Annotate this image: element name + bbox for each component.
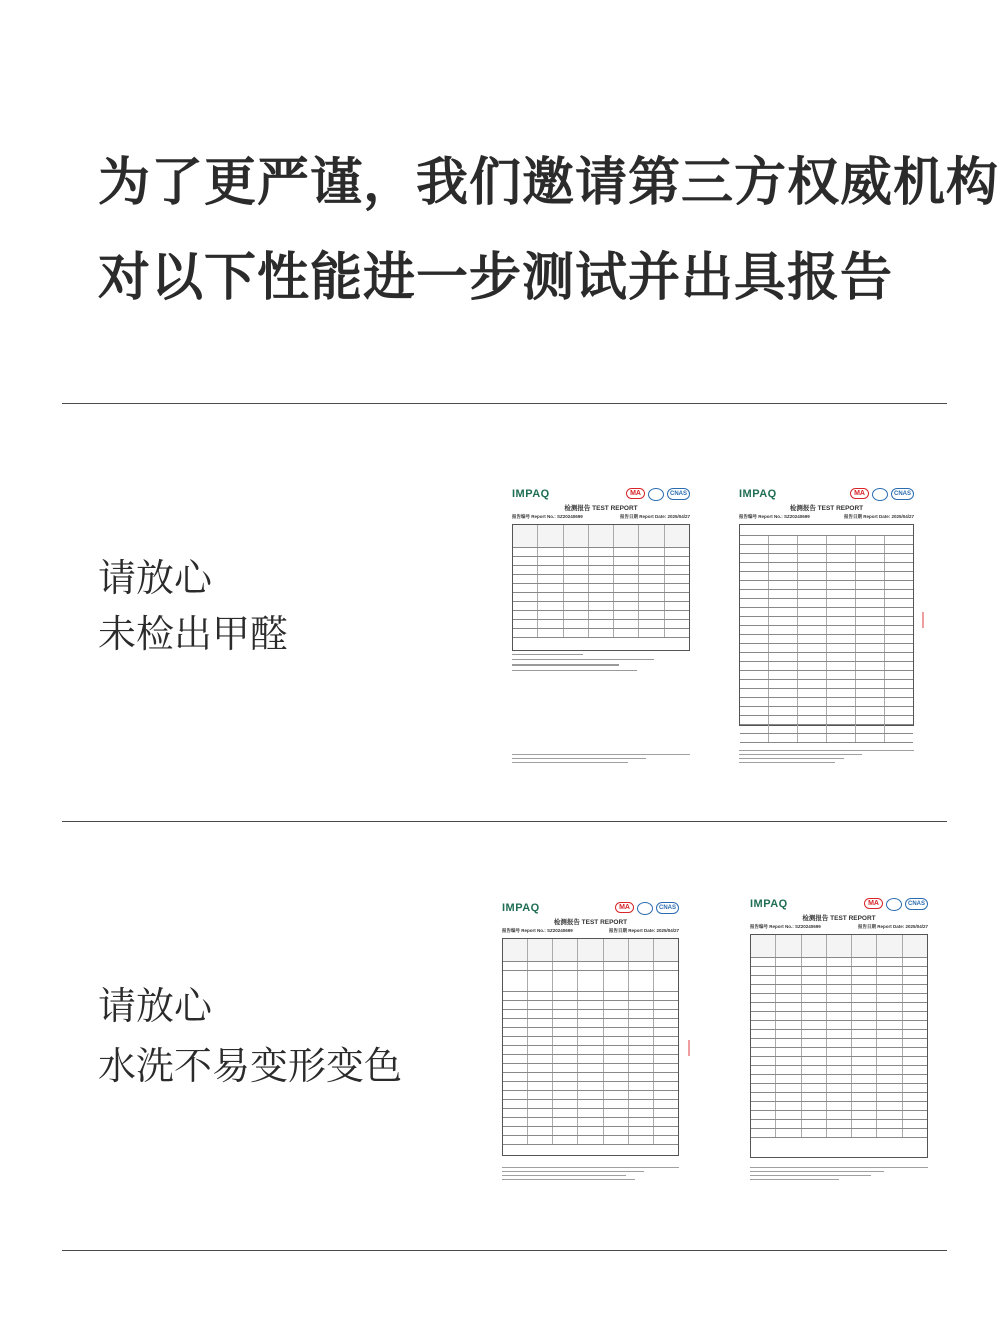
section-2-label-line-1: 请放心 xyxy=(98,984,213,1028)
certification-seals xyxy=(850,488,914,501)
section-1-label-line-2: 未检出甲醛 xyxy=(98,612,289,656)
test-report-image xyxy=(750,898,928,1180)
impaq-logo: IMPAQ xyxy=(739,488,777,500)
report-footer xyxy=(502,1164,679,1180)
divider xyxy=(62,1250,947,1251)
ilac-seal-icon xyxy=(637,902,653,915)
ma-seal-icon: MA xyxy=(626,488,645,499)
report-meta xyxy=(512,514,690,520)
ma-seal-icon: MA xyxy=(864,898,883,909)
report-meta xyxy=(739,514,914,520)
divider xyxy=(62,403,947,404)
report-footer xyxy=(739,747,914,763)
impaq-logo: IMPAQ xyxy=(750,898,788,910)
cnas-seal-icon: CNAS xyxy=(667,488,690,500)
report-date: 报告日期 Report Date: 2025/04/27 xyxy=(608,928,679,933)
report-table xyxy=(750,934,928,1158)
report-title: 检测报告 TEST REPORT xyxy=(553,919,628,926)
section-2-label-line-2: 水洗不易变形变色 xyxy=(98,1044,403,1088)
report-table xyxy=(502,938,679,1156)
report-table xyxy=(739,524,914,726)
test-report-image xyxy=(739,488,914,763)
test-report-image xyxy=(512,488,690,763)
certification-seals xyxy=(626,488,690,501)
report-title: 检测报告 TEST REPORT xyxy=(789,505,864,512)
page-edge-mark xyxy=(688,1040,690,1056)
ma-seal-icon: MA xyxy=(850,488,869,499)
ilac-seal-icon xyxy=(648,488,664,501)
impaq-logo: IMPAQ xyxy=(502,902,540,914)
page-edge-mark xyxy=(922,612,924,628)
certification-seals xyxy=(864,898,928,911)
report-table xyxy=(512,524,690,651)
divider xyxy=(62,821,947,822)
report-number: 报告编号 Report No.: SZ20240699 xyxy=(502,928,573,933)
report-footer xyxy=(750,1164,928,1180)
report-number: 报告编号 Report No.: SZ20240699 xyxy=(512,514,583,519)
report-number: 报告编号 Report No.: SZ20240699 xyxy=(750,924,821,929)
report-number: 报告编号 Report No.: SZ20240699 xyxy=(739,514,810,519)
headline-line-1: 为了更严谨，我们邀请第三方权威机构 xyxy=(98,153,1000,213)
cnas-seal-icon: CNAS xyxy=(891,488,914,500)
impaq-logo: IMPAQ xyxy=(512,488,550,500)
report-title: 检测报告 TEST REPORT xyxy=(802,915,876,922)
report-meta xyxy=(750,924,928,930)
ilac-seal-icon xyxy=(886,898,902,911)
report-date: 报告日期 Report Date: 2025/04/27 xyxy=(857,924,928,929)
ma-seal-icon: MA xyxy=(615,902,634,913)
certification-seals xyxy=(615,902,679,915)
report-title: 检测报告 TEST REPORT xyxy=(564,505,638,512)
report-date: 报告日期 Report Date: 2025/04/27 xyxy=(619,514,690,519)
cnas-seal-icon: CNAS xyxy=(905,898,928,910)
cnas-seal-icon: CNAS xyxy=(656,902,679,914)
report-date: 报告日期 Report Date: 2025/04/27 xyxy=(843,514,914,519)
test-report-image xyxy=(502,902,679,1180)
ilac-seal-icon xyxy=(872,488,888,501)
section-1-label-line-1: 请放心 xyxy=(98,556,213,600)
report-meta xyxy=(502,928,679,934)
headline-line-2: 对以下性能进一步测试并出具报告 xyxy=(98,248,894,308)
report-notes xyxy=(512,654,690,675)
report-footer xyxy=(512,751,690,763)
